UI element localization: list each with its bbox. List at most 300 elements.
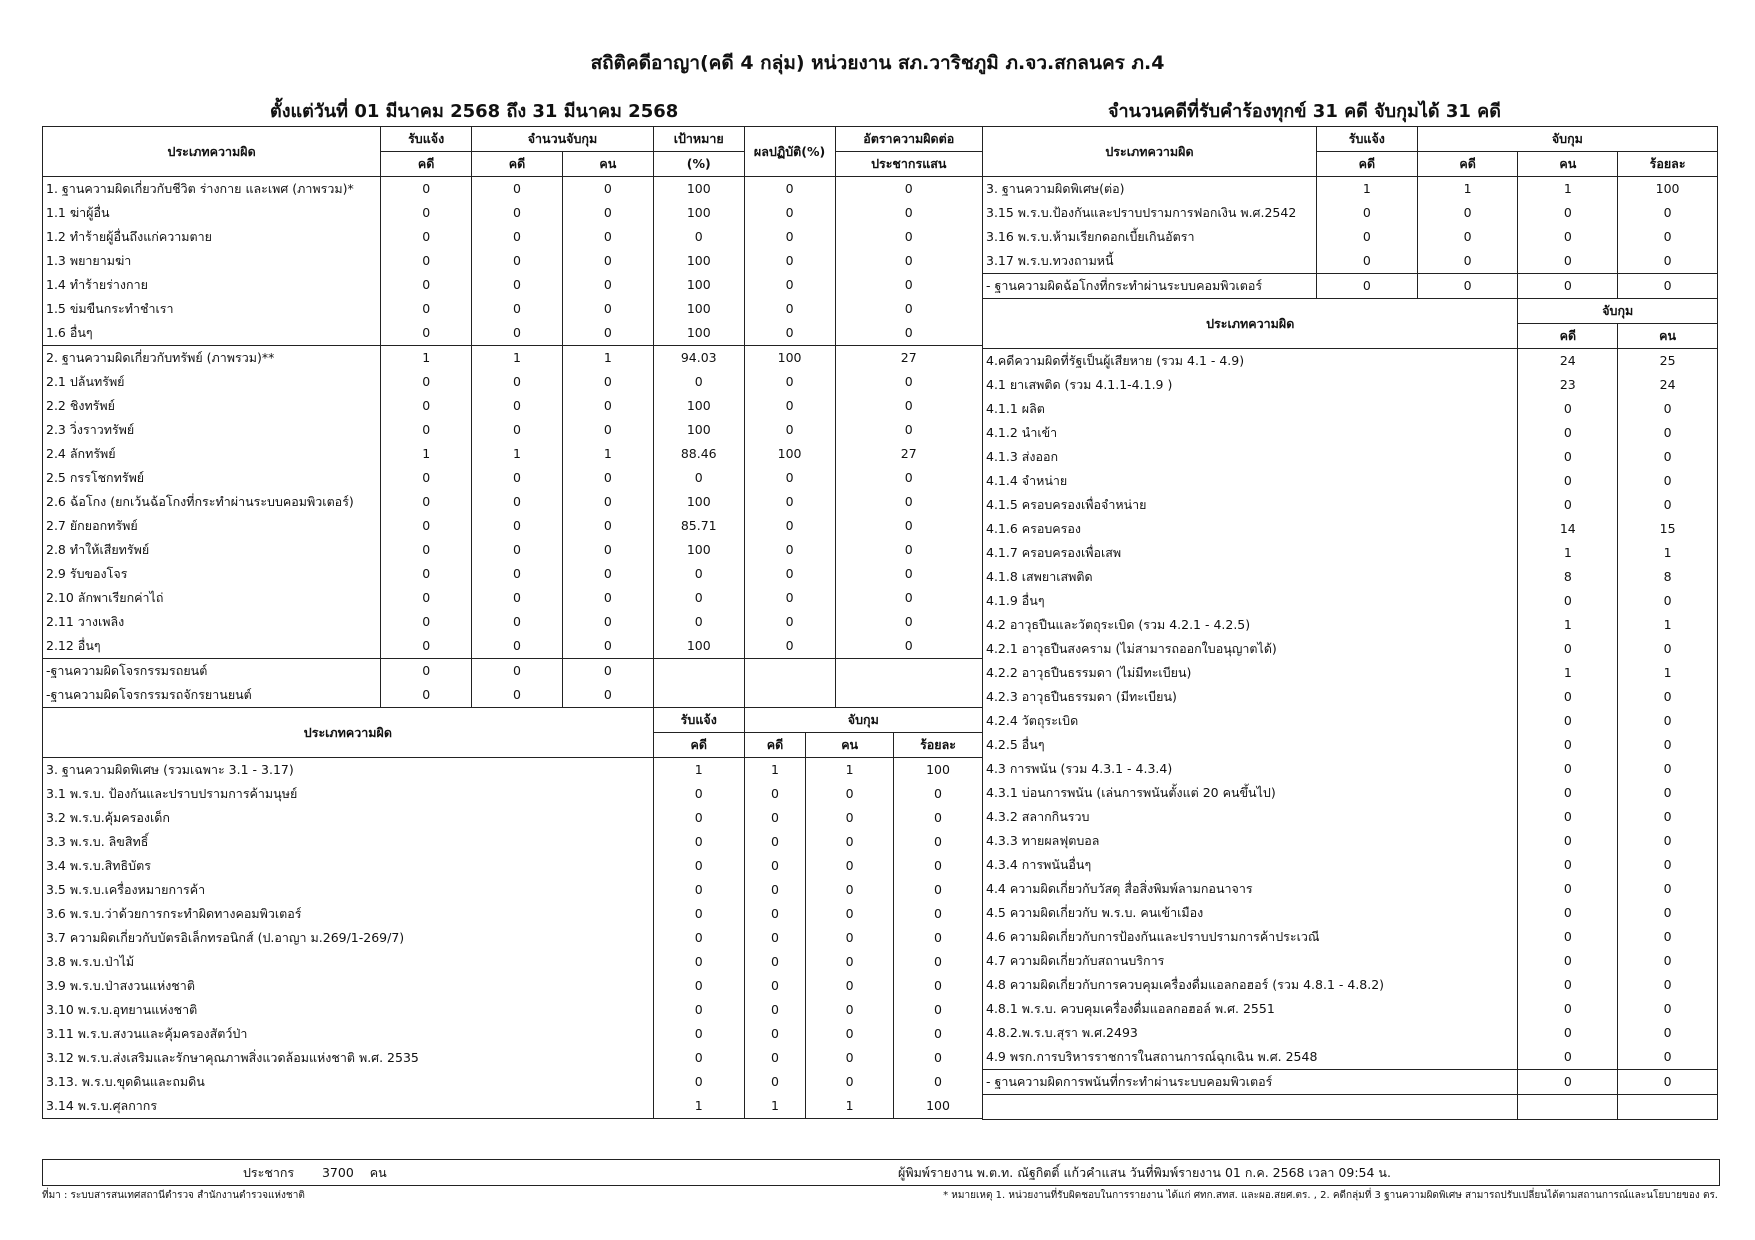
table-row bbox=[43, 806, 983, 830]
population-unit: คน bbox=[369, 1165, 387, 1180]
row-label: 2.6 ฉ้อโกง (ยกเว้นฉ้อโกงที่กระทำผ่านระบบคอมพิวเตอร์) bbox=[43, 490, 381, 514]
reported-cases: 0 bbox=[381, 297, 472, 321]
target-pct: 100 bbox=[653, 394, 744, 418]
row-label: 1. ฐานความผิดเกี่ยวกับชีวิต ร่างกาย และเพศ (ภาพรวม)* bbox=[43, 177, 381, 202]
arrested-cases: 0 bbox=[472, 586, 563, 610]
arrested-persons: 0 bbox=[562, 659, 653, 684]
arrested-persons: 0 bbox=[1618, 1070, 1718, 1095]
arrested-persons: 0 bbox=[806, 1070, 894, 1094]
arrested-persons: 0 bbox=[562, 538, 653, 562]
target-pct: 100 bbox=[653, 321, 744, 346]
row-label: - ฐานความผิดการพนันที่กระทำผ่านระบบคอมพิวเตอร์ bbox=[983, 1070, 1518, 1095]
col-header-cases: คดี bbox=[472, 152, 563, 177]
target-pct: 100 bbox=[653, 297, 744, 321]
col-header-reported: รับแจ้ง bbox=[381, 127, 472, 152]
arrested-cases: 0 bbox=[744, 998, 806, 1022]
reported-cases: 0 bbox=[381, 225, 472, 249]
arrested-persons: 0 bbox=[1618, 445, 1718, 469]
arrested-persons: 0 bbox=[562, 610, 653, 634]
col-header-persons: คน bbox=[1518, 152, 1618, 177]
footnote: * หมายเหตุ 1. หน่วยงานที่รับผิดชอบในการรายงาน ได้แก่ ศทก.สทส. และผอ.สยศ.ตร. , 2. คดีกลุ่มที่ 3 ฐานความผิดพิเศษ สามารถปรับเปลี่ยนได้ตามสถานการณ์และนโยบายของ ตร. bbox=[943, 1190, 1718, 1201]
arrested-cases: 0 bbox=[472, 201, 563, 225]
right-statistics-table bbox=[982, 126, 1718, 1120]
reported-cases: 0 bbox=[381, 273, 472, 297]
row-label: 4.6 ความผิดเกี่ยวกับการป้องกันและปราบปรามการค้าประเวณี bbox=[983, 925, 1518, 949]
row-label: 3. ฐานความผิดพิเศษ(ต่อ) bbox=[983, 177, 1317, 202]
row-label: 3.16 พ.ร.บ.ห้ามเรียกดอกเบี้ยเกินอัตรา bbox=[983, 225, 1317, 249]
reported-cases: 0 bbox=[653, 1022, 744, 1046]
result-pct: 0 bbox=[744, 273, 835, 297]
arrested-persons: 0 bbox=[806, 782, 894, 806]
table-row bbox=[983, 565, 1718, 589]
arrested-cases: 0 bbox=[1518, 397, 1618, 421]
arrested-cases: 0 bbox=[472, 273, 563, 297]
row-label: 1.4 ทำร้ายร่างกาย bbox=[43, 273, 381, 297]
result-pct: 100 bbox=[744, 442, 835, 466]
table-row bbox=[43, 418, 983, 442]
table-row bbox=[983, 925, 1718, 949]
table-row bbox=[43, 683, 983, 708]
row-label: 4.1.5 ครอบครองเพื่อจำหน่าย bbox=[983, 493, 1518, 517]
arrested-cases: 0 bbox=[744, 1046, 806, 1070]
arrested-cases: 0 bbox=[1417, 201, 1518, 225]
arrested-cases: 0 bbox=[1417, 225, 1518, 249]
arrested-cases: 0 bbox=[1518, 877, 1618, 901]
reported-cases: 0 bbox=[381, 201, 472, 225]
col-header-cases: คดี bbox=[744, 733, 806, 758]
arrested-cases: 0 bbox=[1518, 901, 1618, 925]
reported-cases: 0 bbox=[381, 249, 472, 273]
reported-cases: 0 bbox=[1316, 249, 1417, 274]
row-label: 4.3.2 สลากกินรวบ bbox=[983, 805, 1518, 829]
arrested-persons: 0 bbox=[1618, 853, 1718, 877]
table-row bbox=[43, 201, 983, 225]
row-label: - ฐานความผิดฉ้อโกงที่กระทำผ่านระบบคอมพิวเตอร์ bbox=[983, 274, 1317, 299]
result-pct: 0 bbox=[744, 249, 835, 273]
col-header-persons: คน bbox=[562, 152, 653, 177]
row-label: 2. ฐานความผิดเกี่ยวกับทรัพย์ (ภาพรวม)** bbox=[43, 346, 381, 371]
arrested-persons: 0 bbox=[806, 1046, 894, 1070]
arrested-cases: 0 bbox=[744, 782, 806, 806]
arrested-persons: 0 bbox=[1518, 201, 1618, 225]
table-row bbox=[983, 709, 1718, 733]
arrested-persons: 0 bbox=[1618, 781, 1718, 805]
row-label: 4.3.4 การพนันอื่นๆ bbox=[983, 853, 1518, 877]
reported-cases: 1 bbox=[1316, 177, 1417, 202]
row-label: 4.1 ยาเสพติด (รวม 4.1.1-4.1.9 ) bbox=[983, 373, 1518, 397]
table-row bbox=[983, 733, 1718, 757]
arrested-persons: 0 bbox=[562, 466, 653, 490]
row-label: 3.9 พ.ร.บ.ป่าสงวนแห่งชาติ bbox=[43, 974, 654, 998]
rate-per-pop: 0 bbox=[835, 201, 982, 225]
arrested-persons: 0 bbox=[1618, 589, 1718, 613]
arrested-persons: 0 bbox=[1618, 709, 1718, 733]
table-row bbox=[43, 490, 983, 514]
target-pct: 0 bbox=[653, 610, 744, 634]
arrested-persons: 0 bbox=[562, 586, 653, 610]
row-label: 4.2 อาวุธปืนและวัตถุระเบิด (รวม 4.2.1 - 4.2.5) bbox=[983, 613, 1518, 637]
table-row bbox=[983, 541, 1718, 565]
row-label: -ฐานความผิดโจรกรรมรถจักรยานยนต์ bbox=[43, 683, 381, 708]
table-row bbox=[43, 249, 983, 273]
arrested-cases: 0 bbox=[1518, 709, 1618, 733]
target-pct: 100 bbox=[653, 273, 744, 297]
arrested-cases: 0 bbox=[744, 1022, 806, 1046]
arrested-persons: 25 bbox=[1618, 349, 1718, 374]
table-row bbox=[983, 877, 1718, 901]
target-pct bbox=[653, 683, 744, 708]
row-label: 4.1.2 นำเข้า bbox=[983, 421, 1518, 445]
arrested-cases: 0 bbox=[1518, 925, 1618, 949]
col-header-reported: รับแจ้ง bbox=[653, 708, 744, 733]
arrested-cases: 0 bbox=[1518, 1021, 1618, 1045]
arrested-persons: 0 bbox=[806, 950, 894, 974]
arrested-percent: 0 bbox=[1618, 249, 1718, 274]
rate-per-pop: 0 bbox=[835, 514, 982, 538]
arrested-persons: 0 bbox=[562, 201, 653, 225]
row-label: 4.1.9 อื่นๆ bbox=[983, 589, 1518, 613]
arrested-cases: 0 bbox=[1518, 757, 1618, 781]
result-pct: 0 bbox=[744, 610, 835, 634]
reported-cases: 0 bbox=[653, 998, 744, 1022]
report-summary: จำนวนคดีที่รับคำร้องทุกข์ 31 คดี จับกุมได้ 31 คดี bbox=[1108, 101, 1501, 122]
arrested-percent: 100 bbox=[1618, 177, 1718, 202]
arrested-persons: 0 bbox=[1618, 757, 1718, 781]
col-header-arrested: จับกุม bbox=[1417, 127, 1717, 152]
row-label: -ฐานความผิดโจรกรรมรถยนต์ bbox=[43, 659, 381, 684]
row-label: 3.5 พ.ร.บ.เครื่องหมายการค้า bbox=[43, 878, 654, 902]
population-value: 3700 bbox=[321, 1165, 354, 1180]
row-label: 4.1.6 ครอบครอง bbox=[983, 517, 1518, 541]
target-pct: 0 bbox=[653, 562, 744, 586]
row-label: 2.3 วิ่งราวทรัพย์ bbox=[43, 418, 381, 442]
table-row bbox=[43, 297, 983, 321]
row-label: 4.9 พรก.การบริหารราชการในสถานการณ์ฉุกเฉิน พ.ศ. 2548 bbox=[983, 1045, 1518, 1070]
row-label: 1.3 พยายามฆ่า bbox=[43, 249, 381, 273]
row-label: 4.3.1 บ่อนการพนัน (เล่นการพนันตั้งแต่ 20 คนขึ้นไป) bbox=[983, 781, 1518, 805]
row-label: 4.1.4 จำหน่าย bbox=[983, 469, 1518, 493]
arrested-cases: 14 bbox=[1518, 517, 1618, 541]
table-row bbox=[43, 562, 983, 586]
arrested-cases: 1 bbox=[1518, 613, 1618, 637]
reported-cases: 1 bbox=[381, 346, 472, 371]
arrested-cases: 0 bbox=[744, 806, 806, 830]
arrested-persons: 0 bbox=[806, 1022, 894, 1046]
table-row bbox=[43, 634, 983, 659]
row-label: 3.10 พ.ร.บ.อุทยานแห่งชาติ bbox=[43, 998, 654, 1022]
table-row bbox=[983, 757, 1718, 781]
arrested-persons: 0 bbox=[1618, 901, 1718, 925]
row-label: 4.1.7 ครอบครองเพื่อเสพ bbox=[983, 541, 1518, 565]
target-pct: 100 bbox=[653, 418, 744, 442]
arrested-persons: 0 bbox=[806, 878, 894, 902]
rate-per-pop: 27 bbox=[835, 442, 982, 466]
arrested-persons: 0 bbox=[562, 321, 653, 346]
arrested-persons: 24 bbox=[1618, 373, 1718, 397]
table-row bbox=[43, 370, 983, 394]
table-row bbox=[43, 830, 983, 854]
arrested-percent: 0 bbox=[894, 926, 983, 950]
result-pct: 0 bbox=[744, 225, 835, 249]
arrested-persons: 1 bbox=[562, 442, 653, 466]
table-row bbox=[983, 1095, 1718, 1120]
table-row bbox=[983, 637, 1718, 661]
arrested-cases: 0 bbox=[472, 418, 563, 442]
table-row bbox=[43, 758, 983, 783]
col-header-cases: คดี bbox=[1417, 152, 1518, 177]
result-pct: 0 bbox=[744, 562, 835, 586]
table-row bbox=[43, 1070, 983, 1094]
row-label: 3.13. พ.ร.บ.ขุดดินและถมดิน bbox=[43, 1070, 654, 1094]
arrested-percent: 0 bbox=[894, 878, 983, 902]
result-pct bbox=[744, 659, 835, 684]
rate-per-pop: 0 bbox=[835, 225, 982, 249]
table-row bbox=[983, 829, 1718, 853]
table-row bbox=[983, 661, 1718, 685]
table-row bbox=[983, 901, 1718, 925]
arrested-cases: 1 bbox=[1518, 661, 1618, 685]
arrested-cases: 0 bbox=[1518, 1070, 1618, 1095]
arrested-percent: 0 bbox=[894, 782, 983, 806]
rate-per-pop bbox=[835, 659, 982, 684]
arrested-persons: 0 bbox=[562, 225, 653, 249]
result-pct: 100 bbox=[744, 346, 835, 371]
reported-cases: 1 bbox=[653, 1094, 744, 1119]
row-label: 3.1 พ.ร.บ. ป้องกันและปราบปรามการค้ามนุษย์ bbox=[43, 782, 654, 806]
reported-cases: 1 bbox=[653, 758, 744, 783]
arrested-persons: 0 bbox=[1618, 397, 1718, 421]
rate-per-pop: 0 bbox=[835, 490, 982, 514]
arrested-percent: 100 bbox=[894, 758, 983, 783]
row-label: 2.7 ยักยอกทรัพย์ bbox=[43, 514, 381, 538]
rate-per-pop: 0 bbox=[835, 177, 982, 202]
arrested-cases: 0 bbox=[744, 878, 806, 902]
target-pct: 100 bbox=[653, 249, 744, 273]
row-label: 3.8 พ.ร.บ.ป่าไม้ bbox=[43, 950, 654, 974]
rate-per-pop: 0 bbox=[835, 586, 982, 610]
arrested-persons: 0 bbox=[1618, 637, 1718, 661]
row-label: 4.8 ความผิดเกี่ยวกับการควบคุมเครื่องดื่มแอลกอฮอร์ (รวม 4.8.1 - 4.8.2) bbox=[983, 973, 1518, 997]
rate-per-pop: 0 bbox=[835, 370, 982, 394]
table-row bbox=[983, 685, 1718, 709]
empty-cell bbox=[1518, 1095, 1618, 1120]
row-label: 3. ฐานความผิดพิเศษ (รวมเฉพาะ 3.1 - 3.17) bbox=[43, 758, 654, 783]
table-row bbox=[43, 394, 983, 418]
table-row bbox=[43, 466, 983, 490]
reported-cases: 0 bbox=[381, 490, 472, 514]
reported-cases: 0 bbox=[381, 466, 472, 490]
row-label: 1.5 ข่มขืนกระทำชำเรา bbox=[43, 297, 381, 321]
arrested-percent: 0 bbox=[894, 1070, 983, 1094]
arrested-persons: 0 bbox=[562, 297, 653, 321]
arrested-persons: 0 bbox=[1618, 925, 1718, 949]
rate-per-pop: 0 bbox=[835, 249, 982, 273]
row-label: 3.2 พ.ร.บ.คุ้มครองเด็ก bbox=[43, 806, 654, 830]
col-header-type: ประเภทความผิด bbox=[983, 299, 1518, 349]
reported-cases: 0 bbox=[381, 562, 472, 586]
report-footer-row bbox=[42, 1159, 1720, 1186]
arrested-persons: 0 bbox=[562, 273, 653, 297]
arrested-cases: 0 bbox=[1518, 805, 1618, 829]
row-label: 4.7 ความผิดเกี่ยวกับสถานบริการ bbox=[983, 949, 1518, 973]
table-row bbox=[43, 974, 983, 998]
arrested-cases: 0 bbox=[1518, 997, 1618, 1021]
col-header-reported: รับแจ้ง bbox=[1316, 127, 1417, 152]
report-period: ตั้งแต่วันที่ 01 มีนาคม 2568 ถึง 31 มีนาคม 2568 bbox=[270, 101, 679, 122]
table-row bbox=[43, 1046, 983, 1070]
table-row bbox=[983, 177, 1718, 202]
arrested-persons: 0 bbox=[562, 634, 653, 659]
reported-cases: 0 bbox=[653, 806, 744, 830]
table-row bbox=[983, 1021, 1718, 1045]
arrested-persons: 0 bbox=[1518, 274, 1618, 299]
col-header-per-pop: ประชากรแสน bbox=[835, 152, 982, 177]
row-label: 3.6 พ.ร.บ.ว่าด้วยการกระทำผิดทางคอมพิวเตอร์ bbox=[43, 902, 654, 926]
col-header-type: ประเภทความผิด bbox=[43, 127, 381, 177]
row-label: 2.1 ปล้นทรัพย์ bbox=[43, 370, 381, 394]
reported-cases: 0 bbox=[653, 926, 744, 950]
result-pct: 0 bbox=[744, 177, 835, 202]
row-label: 3.4 พ.ร.บ.สิทธิบัตร bbox=[43, 854, 654, 878]
row-label: 3.17 พ.ร.บ.ทวงถามหนี้ bbox=[983, 249, 1317, 274]
arrested-cases: 0 bbox=[1417, 249, 1518, 274]
table-row bbox=[43, 1094, 983, 1119]
table-row bbox=[983, 781, 1718, 805]
arrested-cases: 0 bbox=[472, 562, 563, 586]
table-row bbox=[983, 397, 1718, 421]
row-label: 3.15 พ.ร.บ.ป้องกันและปราบปรามการฟอกเงิน พ.ศ.2542 bbox=[983, 201, 1317, 225]
reported-cases: 0 bbox=[653, 782, 744, 806]
target-pct: 0 bbox=[653, 466, 744, 490]
row-label: 1.1 ฆ่าผู้อื่น bbox=[43, 201, 381, 225]
table-row bbox=[983, 469, 1718, 493]
arrested-cases: 0 bbox=[1518, 637, 1618, 661]
arrested-persons: 0 bbox=[562, 490, 653, 514]
arrested-persons: 0 bbox=[562, 370, 653, 394]
table-row bbox=[43, 321, 983, 346]
col-header-rate: อัตราความผิดต่อ bbox=[835, 127, 982, 152]
reported-cases: 0 bbox=[653, 854, 744, 878]
arrested-persons: 0 bbox=[1618, 805, 1718, 829]
arrested-cases: 0 bbox=[744, 974, 806, 998]
table-row bbox=[43, 782, 983, 806]
table-row bbox=[983, 805, 1718, 829]
arrested-cases: 0 bbox=[1518, 853, 1618, 877]
arrested-persons: 0 bbox=[562, 418, 653, 442]
row-label: 3.7 ความผิดเกี่ยวกับบัตรอิเล็กทรอนิกส์ (ป.อาญา ม.269/1-269/7) bbox=[43, 926, 654, 950]
table-row bbox=[43, 538, 983, 562]
row-label: 4.1.3 ส่งออก bbox=[983, 445, 1518, 469]
reported-cases: 0 bbox=[653, 830, 744, 854]
arrested-persons: 1 bbox=[1518, 177, 1618, 202]
arrested-persons: 0 bbox=[1618, 1045, 1718, 1070]
arrested-percent: 0 bbox=[894, 950, 983, 974]
arrested-cases: 0 bbox=[472, 683, 563, 708]
table-row bbox=[43, 514, 983, 538]
arrested-percent: 0 bbox=[1618, 274, 1718, 299]
target-pct: 94.03 bbox=[653, 346, 744, 371]
rate-per-pop: 0 bbox=[835, 273, 982, 297]
rate-per-pop: 0 bbox=[835, 610, 982, 634]
table-row bbox=[983, 1070, 1718, 1095]
reported-cases: 0 bbox=[381, 394, 472, 418]
row-label: 2.12 อื่นๆ bbox=[43, 634, 381, 659]
arrested-persons: 0 bbox=[562, 562, 653, 586]
col-header-cases: คดี bbox=[381, 152, 472, 177]
table-row bbox=[983, 493, 1718, 517]
arrested-percent: 0 bbox=[894, 1022, 983, 1046]
reported-cases: 0 bbox=[1316, 225, 1417, 249]
target-pct: 0 bbox=[653, 586, 744, 610]
col-header-percent: ร้อยละ bbox=[1618, 152, 1718, 177]
arrested-persons: 0 bbox=[806, 806, 894, 830]
rate-per-pop: 0 bbox=[835, 538, 982, 562]
arrested-percent: 0 bbox=[894, 806, 983, 830]
table-row bbox=[983, 349, 1718, 374]
arrested-cases: 0 bbox=[1518, 1045, 1618, 1070]
reported-cases: 0 bbox=[653, 902, 744, 926]
rate-per-pop: 0 bbox=[835, 321, 982, 346]
result-pct: 0 bbox=[744, 586, 835, 610]
arrested-persons: 1 bbox=[562, 346, 653, 371]
arrested-persons: 0 bbox=[1618, 829, 1718, 853]
arrested-persons: 0 bbox=[1618, 685, 1718, 709]
arrested-persons: 0 bbox=[1518, 249, 1618, 274]
arrested-cases: 0 bbox=[472, 394, 563, 418]
row-label: 2.8 ทำให้เสียทรัพย์ bbox=[43, 538, 381, 562]
arrested-persons: 0 bbox=[806, 974, 894, 998]
rate-per-pop: 0 bbox=[835, 394, 982, 418]
arrested-persons: 1 bbox=[806, 758, 894, 783]
row-label: 3.3 พ.ร.บ. ลิขสิทธิ์ bbox=[43, 830, 654, 854]
arrested-persons: 0 bbox=[806, 854, 894, 878]
row-label: 4.4 ความผิดเกี่ยวกับวัสดุ สื่อสิ่งพิมพ์ลามกอนาจาร bbox=[983, 877, 1518, 901]
arrested-persons: 0 bbox=[562, 249, 653, 273]
arrested-persons: 0 bbox=[562, 177, 653, 202]
row-label: 4.8.2.พ.ร.บ.สุรา พ.ศ.2493 bbox=[983, 1021, 1518, 1045]
result-pct bbox=[744, 683, 835, 708]
table-row bbox=[983, 201, 1718, 225]
row-label: 4.2.2 อาวุธปืนธรรมดา (ไม่มีทะเบียน) bbox=[983, 661, 1518, 685]
arrested-persons: 0 bbox=[1618, 973, 1718, 997]
target-pct: 100 bbox=[653, 634, 744, 659]
row-label: 1.2 ทำร้ายผู้อื่นถึงแก่ความตาย bbox=[43, 225, 381, 249]
row-label: 3.14 พ.ร.บ.ศุลกากร bbox=[43, 1094, 654, 1119]
target-pct: 100 bbox=[653, 177, 744, 202]
arrested-percent: 0 bbox=[1618, 201, 1718, 225]
table-row bbox=[43, 273, 983, 297]
arrested-percent: 0 bbox=[894, 1046, 983, 1070]
col-header-cases: คดี bbox=[653, 733, 744, 758]
source-note: ที่มา : ระบบสารสนเทศสถานีตำรวจ สำนักงานตำรวจแห่งชาติ bbox=[42, 1190, 305, 1201]
col-header-persons: คน bbox=[1618, 324, 1718, 349]
col-header-cases: คดี bbox=[1518, 324, 1618, 349]
table-row bbox=[983, 373, 1718, 397]
row-label: 3.11 พ.ร.บ.สงวนและคุ้มครองสัตว์ป่า bbox=[43, 1022, 654, 1046]
target-pct: 0 bbox=[653, 225, 744, 249]
arrested-persons: 0 bbox=[1518, 225, 1618, 249]
table-row bbox=[43, 878, 983, 902]
arrested-persons: 0 bbox=[562, 514, 653, 538]
reported-cases: 0 bbox=[381, 586, 472, 610]
reported-cases: 0 bbox=[381, 177, 472, 202]
col-header-type: ประเภทความผิด bbox=[983, 127, 1317, 177]
row-label: 2.2 ชิงทรัพย์ bbox=[43, 394, 381, 418]
col-header-persons: คน bbox=[806, 733, 894, 758]
arrested-persons: 1 bbox=[1618, 661, 1718, 685]
row-label: 1.6 อื่นๆ bbox=[43, 321, 381, 346]
arrested-persons: 0 bbox=[806, 926, 894, 950]
